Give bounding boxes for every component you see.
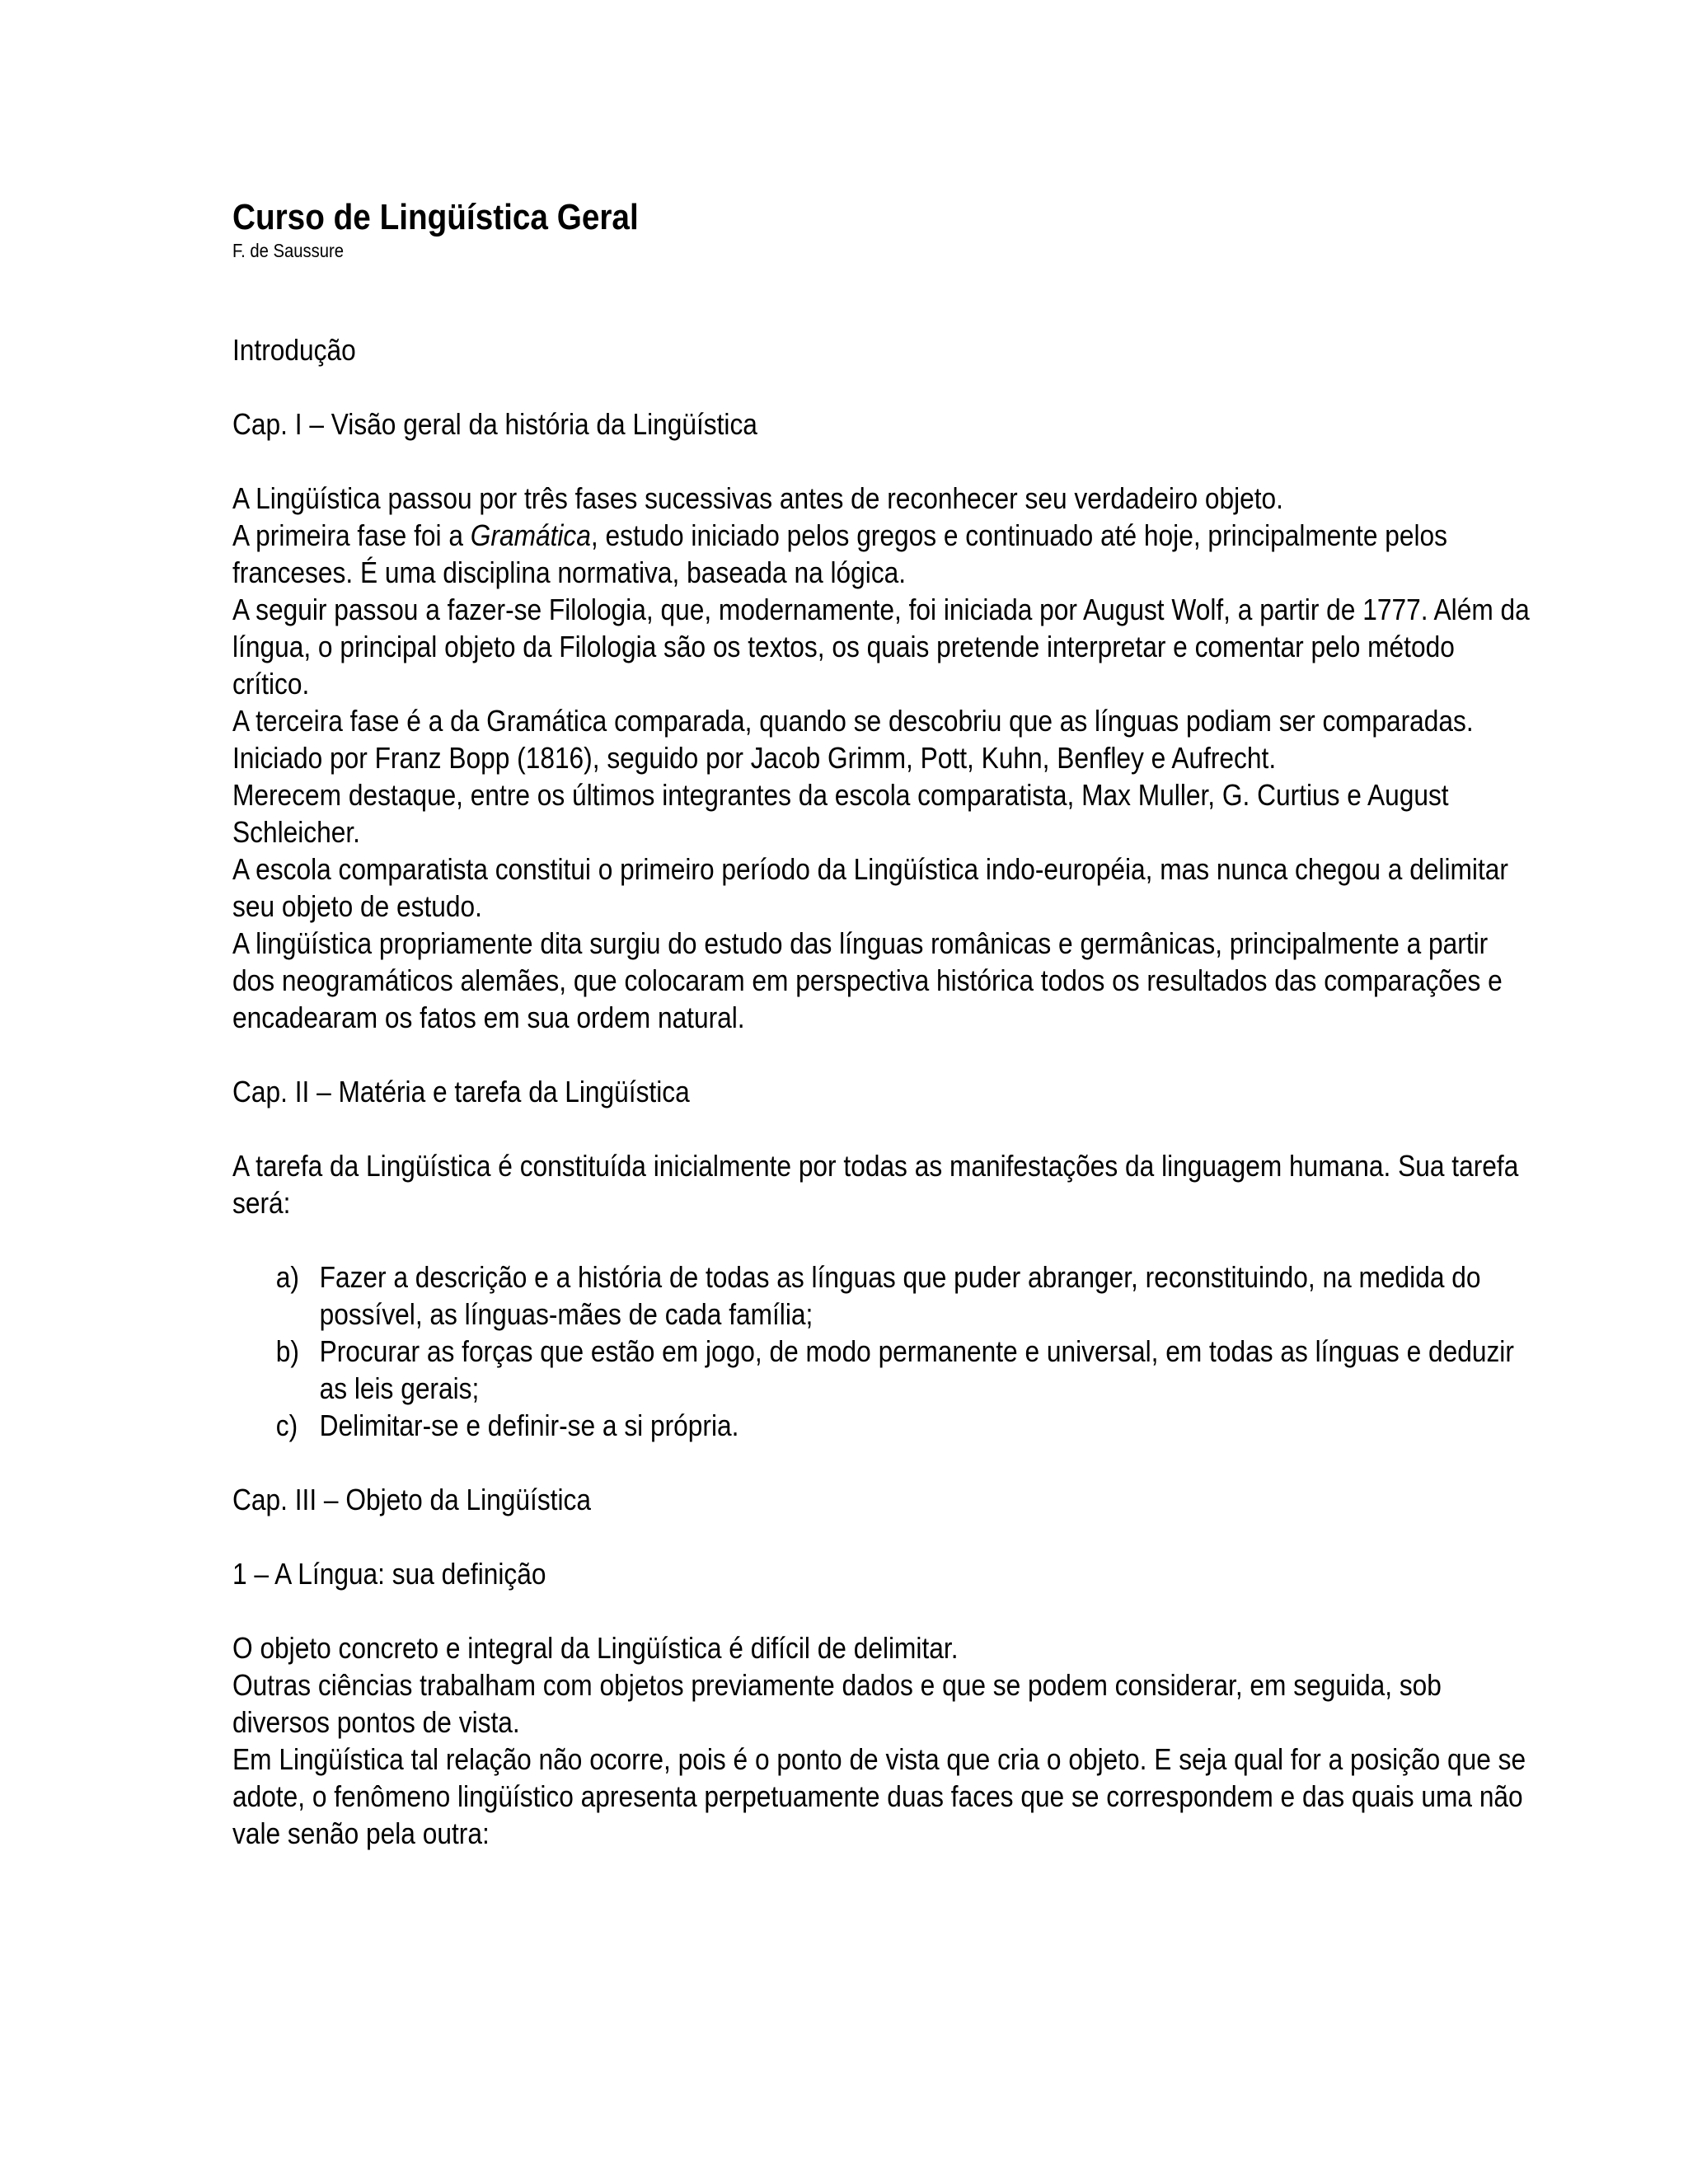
- task-list: [232, 1258, 1535, 1444]
- chapter-2-text: [232, 1147, 1535, 1221]
- paragraph: A tarefa da Lingüística é constituída inicialmente por todas as manifestações da linguagem humana. Sua tarefa será:: [232, 1149, 1519, 1220]
- introduction-heading: Introdução: [232, 333, 356, 367]
- paragraph: [232, 517, 1535, 591]
- list-marker: b): [275, 1334, 299, 1368]
- document-author: F. de Saussure: [232, 240, 345, 261]
- paragraph: A Lingüística passou por três fases sucessivas antes de reconhecer seu verdadeiro objeto.: [232, 481, 1283, 515]
- list-item-text: Delimitar-se e definir-se a si própria.: [319, 1408, 739, 1442]
- list-item: [232, 1258, 1535, 1333]
- paragraph: Em Lingüística tal relação não ocorre, pois é o ponto de vista que cria o objeto. E seja qual for a posição que se adote, o fenômeno lingüístico apresenta perpetuamente duas faces que se correspondem e das quais uma não vale senão pela outra:: [232, 1742, 1526, 1850]
- paragraph: Merecem destaque, entre os últimos integrantes da escola comparatista, Max Muller, G. Curtius e August Schleicher.: [232, 778, 1449, 849]
- paragraph: Outras ciências trabalham com objetos previamente dados e que se podem considerar, em seguida, sob diversos pontos de vista.: [232, 1668, 1442, 1739]
- paragraph-text: A primeira fase foi a: [232, 518, 471, 552]
- paragraph: A terceira fase é a da Gramática comparada, quando se descobriu que as línguas podiam ser comparadas.: [232, 704, 1474, 738]
- paragraph: A seguir passou a fazer-se Filologia, que, modernamente, foi iniciada por August Wolf, a partir de 1777. Além da língua, o principal objeto da Filologia são os textos, os quais pretende interpretar e comentar pelo método crítico.: [232, 593, 1530, 701]
- list-marker: a): [275, 1260, 299, 1294]
- list-marker: c): [275, 1408, 298, 1442]
- paragraph-text: , estudo iniciado pelos gregos e continuado até hoje, principalmente pelos franceses. É uma disciplina normativa, baseada na lógica.: [232, 518, 1448, 589]
- paragraph: A escola comparatista constitui o primeiro período da Lingüística indo-européia, mas nunca chegou a delimitar seu objeto de estudo.: [232, 852, 1508, 923]
- list-item-text: Procurar as forças que estão em jogo, de modo permanente e universal, em todas as línguas e deduzir as leis gerais;: [319, 1334, 1514, 1405]
- section-1-heading: 1 – A Língua: sua definição: [232, 1557, 546, 1591]
- chapter-1-text: [232, 480, 1535, 1036]
- document-body: [232, 196, 1535, 1852]
- chapter-1-heading: Cap. I – Visão geral da história da Lingüística: [232, 407, 757, 441]
- chapter-3-text: [232, 1629, 1535, 1852]
- chapter-3-heading: Cap. III – Objeto da Lingüística: [232, 1483, 591, 1516]
- paragraph: Iniciado por Franz Bopp (1816), seguido por Jacob Grimm, Pott, Kuhn, Benfley e Aufrecht.: [232, 741, 1277, 775]
- chapter-2-heading: Cap. II – Matéria e tarefa da Lingüística: [232, 1075, 690, 1108]
- paragraph: O objeto concreto e integral da Lingüística é difícil de delimitar.: [232, 1631, 959, 1665]
- list-item-text: Fazer a descrição e a história de todas as línguas que puder abranger, reconstituindo, na medida do possível, as línguas-mães de cada família;: [319, 1260, 1481, 1331]
- paragraph: A lingüística propriamente dita surgiu do estudo das línguas românicas e germânicas, principalmente a partir dos neogramáticos alemães, que colocaram em perspectiva histórica todos os resultados das comparações e encadearam os fatos em sua ordem natural.: [232, 926, 1503, 1034]
- document-title: Curso de Lingüística Geral: [232, 197, 639, 237]
- list-item: [232, 1333, 1535, 1407]
- list-item: [232, 1407, 1535, 1444]
- italic-term: Gramática: [470, 518, 591, 552]
